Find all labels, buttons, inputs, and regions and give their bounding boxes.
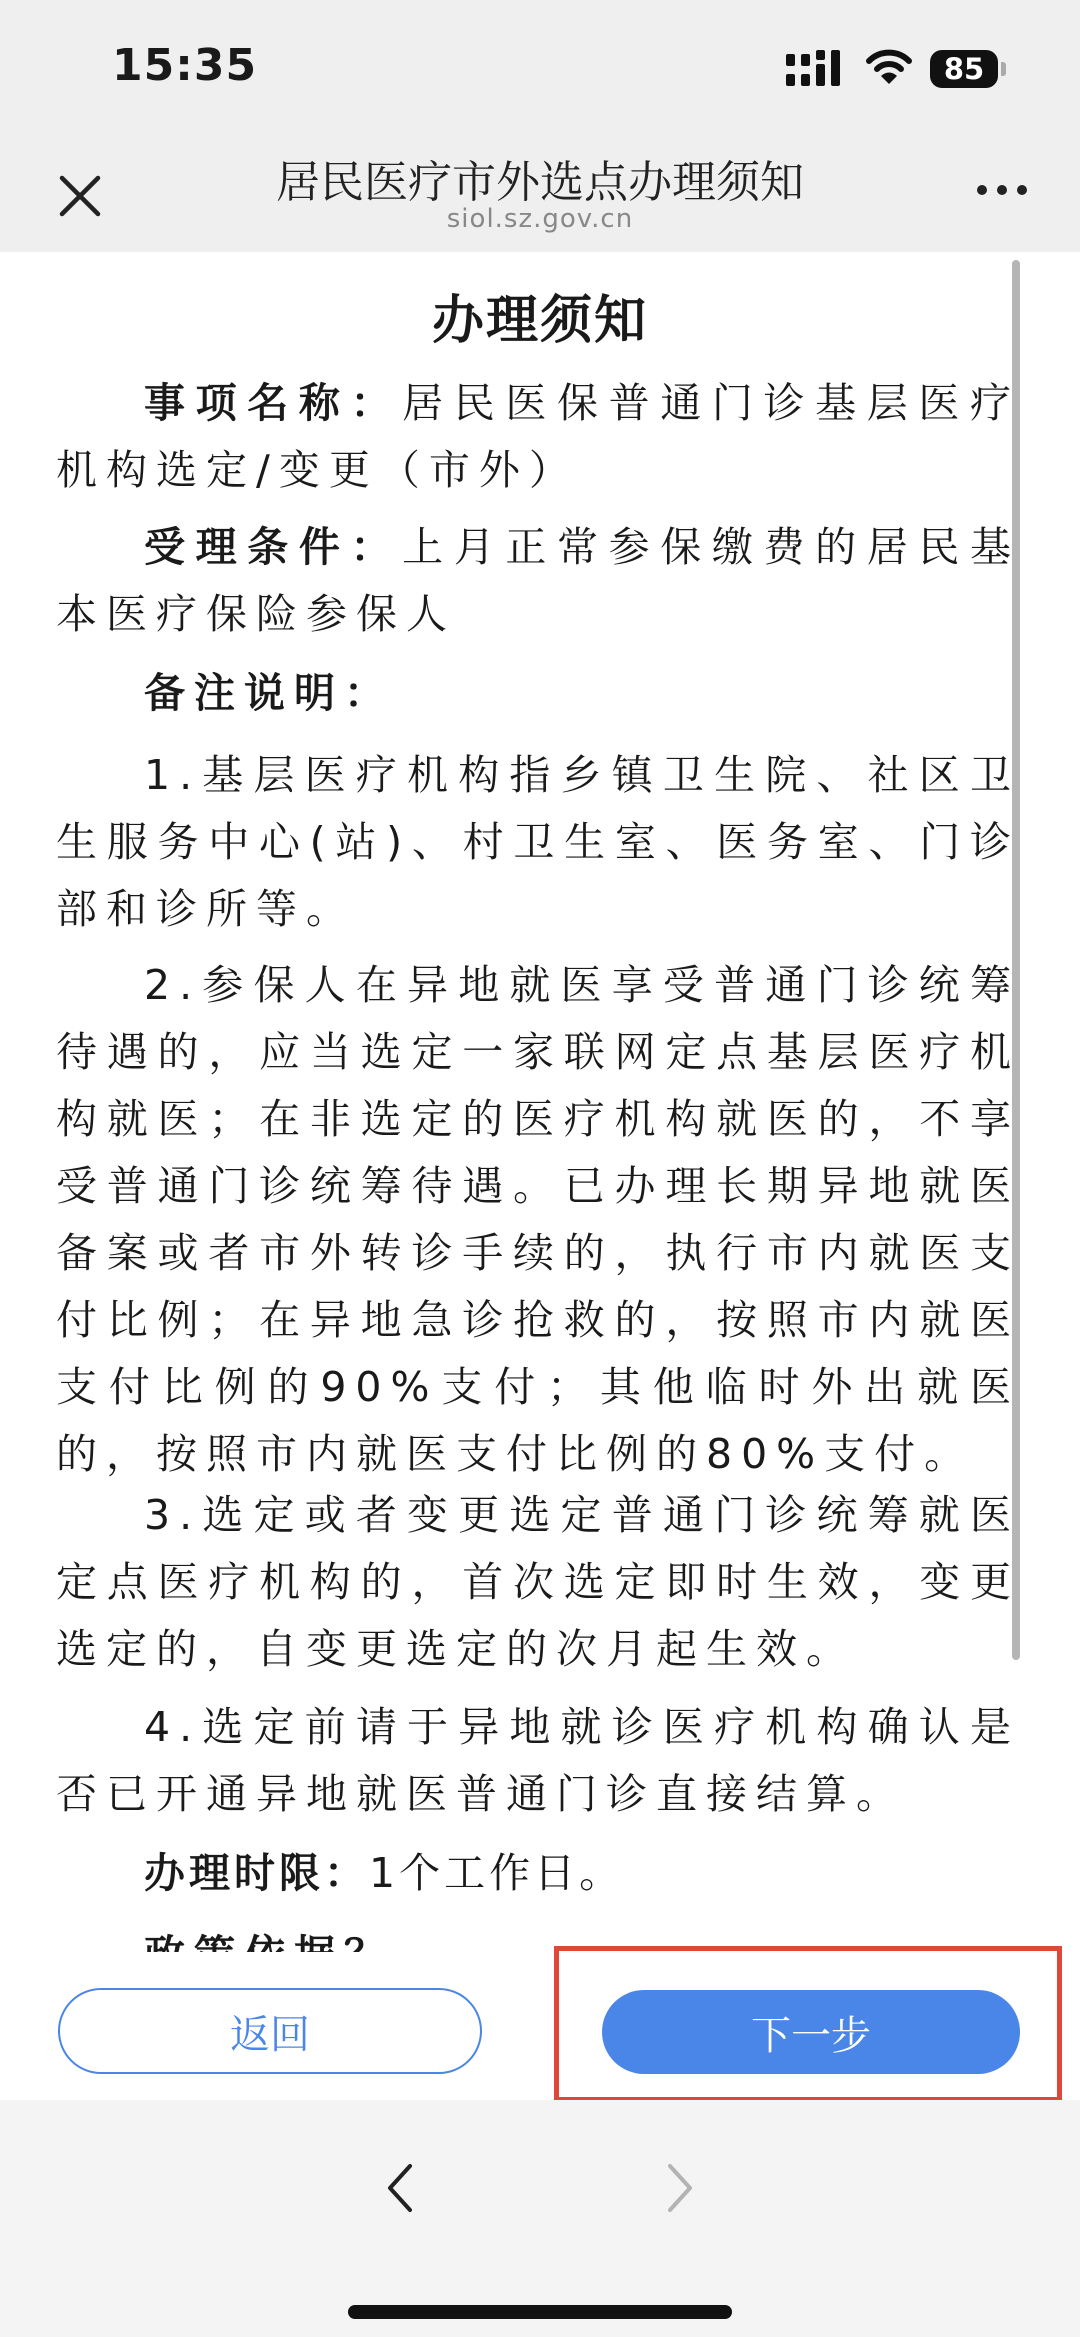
page-title: 居民医疗市外选点办理须知 [276, 157, 804, 208]
time-limit-value: 1个工作日。 [369, 1849, 625, 1897]
time-limit [56, 1840, 1020, 1907]
conditions [56, 514, 1020, 648]
item-name-value: 居民医保普通门诊基层医疗机构选定/变更（市外） [56, 379, 1020, 494]
home-indicator [348, 2305, 732, 2319]
back-button[interactable]: 返回 [58, 1988, 482, 2074]
note-item: 4.选定前请于异地就诊医疗机构确认是否已开通异地就医普通门诊直接结算。 [56, 1703, 1020, 1818]
conditions-value: 上月正常参保缴费的居民基本医疗保险参保人 [56, 523, 1020, 638]
battery-level: 85 [930, 50, 998, 88]
notes-label: 备注说明： [144, 669, 394, 717]
time-limit-label: 办理时限： [144, 1849, 369, 1897]
notice-content[interactable] [0, 252, 1080, 1952]
browser-nav [0, 2100, 1080, 2337]
highlight-box [554, 1946, 1062, 2102]
nav-forward-icon[interactable] [662, 2162, 698, 2214]
conditions-label: 受理条件： [144, 523, 403, 571]
status-bar [0, 0, 1080, 140]
next-button[interactable]: 下一步 [602, 1990, 1020, 2074]
note-item: 3.选定或者变更选定普通门诊统筹就医定点医疗机构的，首次选定即时生效，变更选定的，自变更选定的次月起生效。 [56, 1491, 1020, 1673]
note-item: 2.参保人在异地就医享受普通门诊统筹待遇的，应当选定一家联网定点基层医疗机构就医；在非选定的医疗机构就医的，不享受普通门诊统筹待遇。已办理长期异地就医备案或者市外转诊手续的，执行市内就医支付比例；在异地急诊抢救的，按照市内就医支付比例的90%支付；其他临时外出就医的，按照市内就医支付比例的80%支付。 [56, 961, 1020, 1478]
nav-header [0, 140, 1080, 252]
signal-icon [786, 50, 842, 88]
status-time: 15:35 [112, 40, 258, 91]
battery-icon [930, 50, 1008, 88]
battery-tip [1001, 62, 1006, 76]
note-item: 1.基层医疗机构指乡镇卫生院、社区卫生服务中心(站)、村卫生室、医务室、门诊部和诊所等。 [56, 751, 1020, 933]
item-name [56, 370, 1020, 504]
nav-back-icon[interactable] [382, 2162, 418, 2214]
wifi-icon [866, 48, 912, 86]
more-icon[interactable] [976, 184, 1028, 196]
notes-heading [56, 660, 1020, 727]
page-domain: siol.sz.gov.cn [446, 204, 634, 234]
item-name-label: 事项名称： [144, 379, 403, 427]
doc-title: 办理须知 [431, 291, 648, 351]
